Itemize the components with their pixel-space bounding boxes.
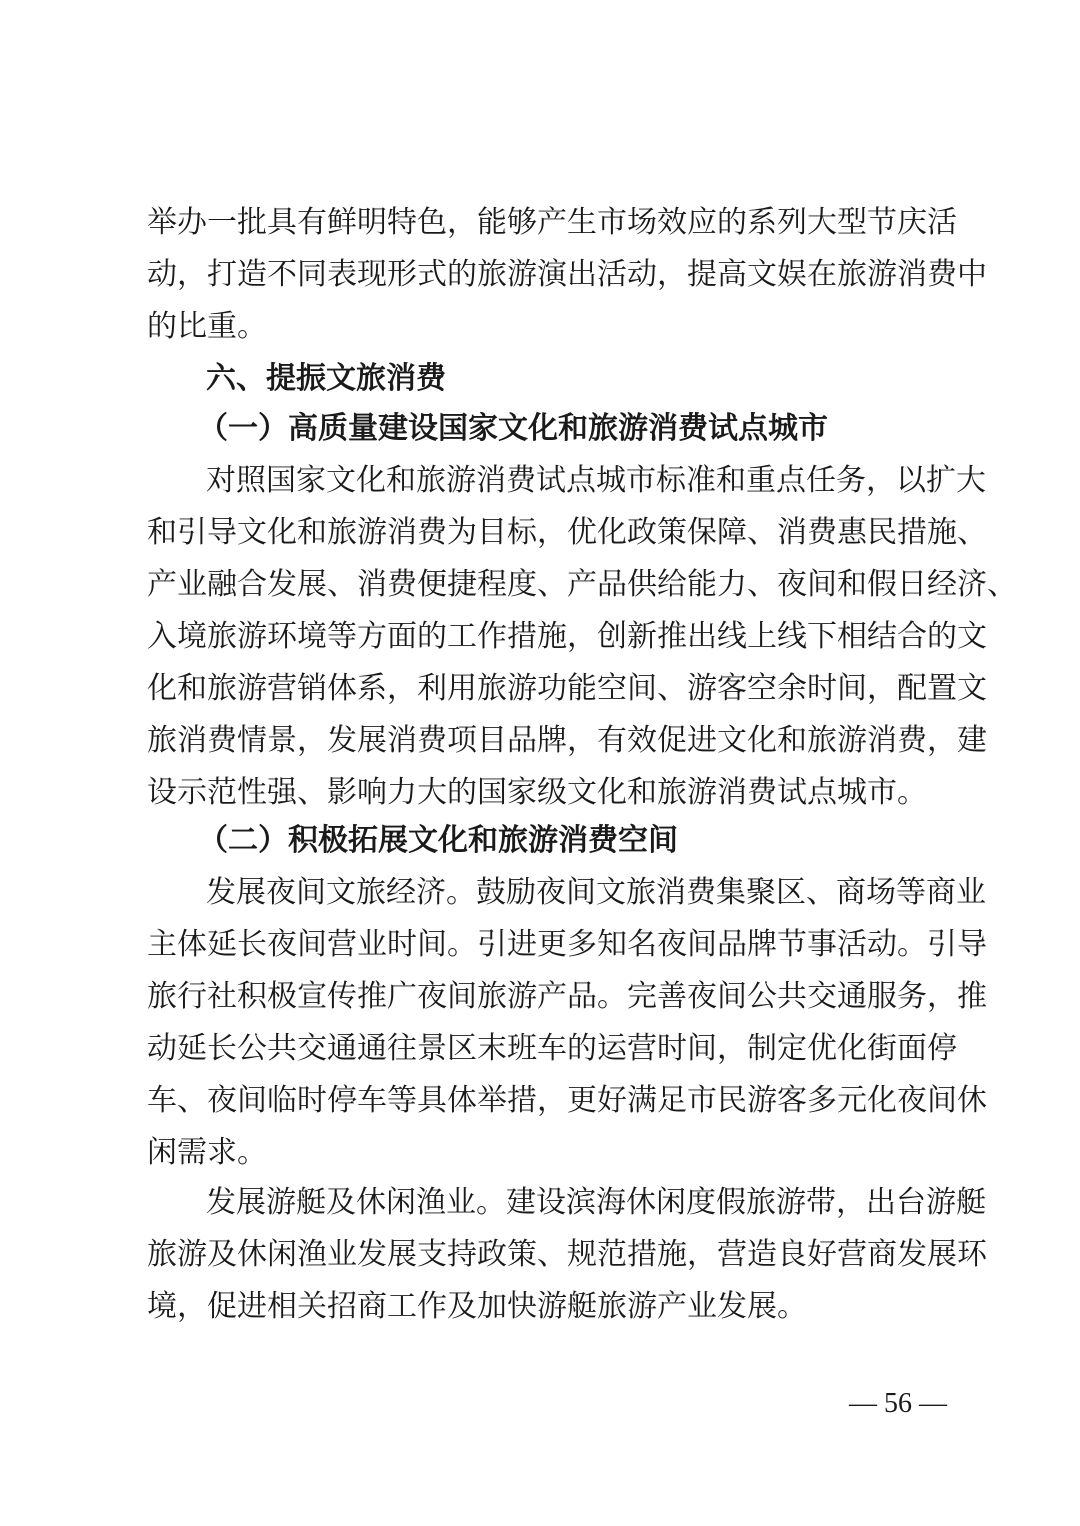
paragraph-line: 和引导文化和旅游消费为目标，优化政策保障、消费惠民措施、 bbox=[147, 515, 987, 550]
paragraph-line: 闲需求。 bbox=[147, 1135, 267, 1170]
page-number: — 56 — bbox=[849, 1388, 947, 1419]
paragraph-line: 车、夜间临时停车等具体举措，更好满足市民游客多元化夜间休 bbox=[147, 1083, 987, 1118]
paragraph-line: 动延长公共交通通往景区末班车的运营时间，制定优化街面停 bbox=[147, 1031, 957, 1066]
paragraph-line: 动，打造不同表现形式的旅游演出活动，提高文娱在旅游消费中 bbox=[147, 257, 987, 292]
paragraph-line: 发展夜间文旅经济。鼓励夜间文旅消费集聚区、商场等商业 bbox=[206, 875, 986, 910]
paragraph-line: 化和旅游营销体系，利用旅游功能空间、游客空余时间，配置文 bbox=[147, 671, 987, 706]
paragraph-line: 设示范性强、影响力大的国家级文化和旅游消费试点城市。 bbox=[147, 775, 927, 810]
paragraph-line: 主体延长夜间营业时间。引进更多知名夜间品牌节事活动。引导 bbox=[147, 927, 987, 962]
paragraph-line: 发展游艇及休闲渔业。建设滨海休闲度假旅游带，出台游艇 bbox=[206, 1185, 986, 1220]
subsection-heading: （一）高质量建设国家文化和旅游消费试点城市 bbox=[198, 411, 828, 446]
section-heading: 六、提振文旅消费 bbox=[206, 361, 446, 396]
paragraph-line: 举办一批具有鲜明特色，能够产生市场效应的系列大型节庆活 bbox=[147, 205, 957, 240]
paragraph-line: 旅消费情景，发展消费项目品牌，有效促进文化和旅游消费，建 bbox=[147, 723, 987, 758]
paragraph-line: 的比重。 bbox=[147, 309, 267, 344]
paragraph-line: 入境旅游环境等方面的工作措施，创新推出线上线下相结合的文 bbox=[147, 619, 987, 654]
paragraph-line: 境，促进相关招商工作及加快游艇旅游产业发展。 bbox=[147, 1289, 807, 1324]
paragraph-line: 对照国家文化和旅游消费试点城市标准和重点任务，以扩大 bbox=[206, 463, 986, 498]
paragraph-line: 旅行社积极宣传推广夜间旅游产品。完善夜间公共交通服务，推 bbox=[147, 979, 987, 1014]
subsection-heading: （二）积极拓展文化和旅游消费空间 bbox=[198, 823, 678, 858]
paragraph-line: 旅游及休闲渔业发展支持政策、规范措施，营造良好营商发展环 bbox=[147, 1237, 987, 1272]
paragraph-line: 产业融合发展、消费便捷程度、产品供给能力、夜间和假日经济、 bbox=[147, 567, 1017, 602]
